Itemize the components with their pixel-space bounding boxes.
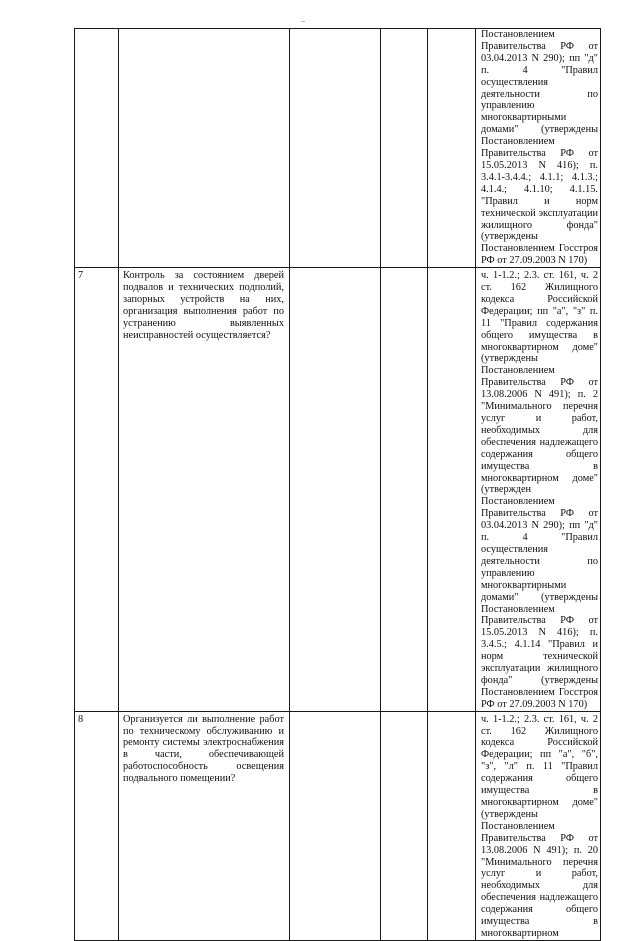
answer-na-cell <box>428 29 476 268</box>
table-row <box>75 711 601 940</box>
answer-yes-cell <box>290 29 381 268</box>
inspection-checklist-table <box>74 28 601 941</box>
answer-yes-cell <box>290 268 381 712</box>
answer-na-cell <box>428 268 476 712</box>
row-number-cell <box>75 29 119 268</box>
question-cell <box>119 29 290 268</box>
row-number-cell: 8 <box>75 711 119 940</box>
table-row <box>75 268 601 712</box>
answer-no-cell <box>381 711 428 940</box>
legal-reference-cell: ч. 1-1.2.; 2.3. ст. 161, ч. 2 ст. 162 Жилищного кодекса Российской Федерации; пп "а", "з" п. 11 "Правил содержания общего имущества в многоквартирном доме" (утверждены Постановлением Правительства РФ от 13.08.2006 N 491); п. 2 "Минимального перечня услуг и работ, необходимых для обеспечения надлежащего содержания общего имущества в многоквартирном доме" (утвержден Постановлением Правительства РФ от 03.04.2013 N 290); пп "д" п. 4 "Правил осуществления деятельности по управлению многоквартирными домами" (утверждены Постановлением Правительства РФ от 15.05.2013 N 416); п. 3.4.5.; 4.1.14 "Правил и норм технической эксплуатации жилищного фонда" (утверждены Постановлением Госстроя РФ от 27.09.2003 N 170) <box>476 268 601 712</box>
answer-na-cell <box>428 711 476 940</box>
scan-mark <box>301 21 305 22</box>
table-row <box>75 29 601 268</box>
question-cell: Организуется ли выполнение работ по техническому обслуживанию и ремонту системы электроснабжения в части, обеспечивающей работоспособность освещения подвального помещении? <box>119 711 290 940</box>
row-number-cell: 7 <box>75 268 119 712</box>
legal-reference-cell: Постановлением Правительства РФ от 03.04.2013 N 290); пп "д" п. 4 "Правил осуществления деятельности по управлению многоквартирными домами" (утверждены Постановлением Правительства РФ от 15.05.2013 N 416); п. 3.4.1-3.4.4.; 4.1.1; 4.1.3.; 4.1.4.; 4.1.10; 4.1.15. "Правил и норм технической эксплуатации жилищного фонда" (утверждены Постановлением Госстроя РФ от 27.09.2003 N 170) <box>476 29 601 268</box>
question-cell: Контроль за состоянием дверей подвалов и технических подполий, запорных устройств на них, организация выполнения работ по устранению выявленных неисправностей осуществляется? <box>119 268 290 712</box>
answer-no-cell <box>381 29 428 268</box>
answer-no-cell <box>381 268 428 712</box>
legal-reference-cell: ч. 1-1.2.; 2.3. ст. 161, ч. 2 ст. 162 Жилищного кодекса Российской Федерации; пп "а", "б", "з", "л" п. 11 "Правил содержания общего имущества в многоквартирном доме" (утверждены Постановлением Правительства РФ от 13.08.2006 N 491); п. 20 "Минимального перечня услуг и работ, необходимых для обеспечения надлежащего содержания общего имущества в многоквартирном <box>476 711 601 940</box>
answer-yes-cell <box>290 711 381 940</box>
